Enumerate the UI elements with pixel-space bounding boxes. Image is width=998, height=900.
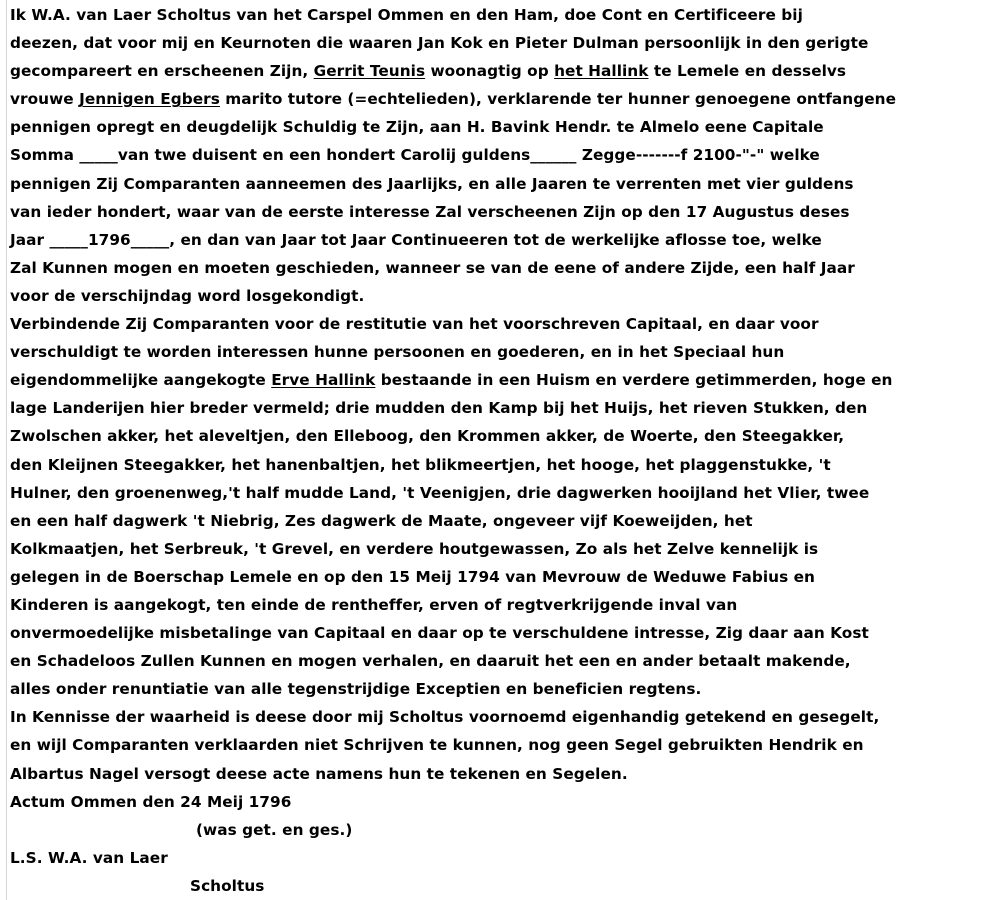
line-text: Zal Kunnen mogen en moeten geschieden, wanneer se van de eene of andere Zijde, een half Jaar [10,258,855,277]
document-line [10,844,994,872]
document-line [10,647,994,675]
line-text: eigendommelijke aangekogte [10,371,272,390]
line-text: Scholtus [190,876,265,895]
underlined-name: Gerrit Teunis [313,62,426,81]
line-text: Verbindende Zij Comparanten voor de restitutie van het voorschreven Capitaal, en daar voor [10,315,819,334]
line-text: Hulner, den groenenweg,'t half mudde Land, 't Veenigjen, drie dagwerken hooijland het Vlier, twee [10,483,870,502]
line-text: Somma _____van twe duisent en een hondert Carolij guldens______ Zegge-------f 2100-"-" welke [10,146,820,165]
document-line [10,394,994,422]
document-line [10,619,994,647]
line-text: deezen, dat voor mij en Keurnoten die waaren Jan Kok en Pieter Dulman persoonlijk in den gerigte [10,34,869,53]
line-text: pennigen Zij Comparanten aanneemen des Jaarlijks, en alle Jaaren te verrenten met vier guldens [10,174,854,193]
document-line [10,366,994,394]
underlined-name: Erve Hallink [271,371,376,390]
line-text: marito tutore (=echtelieden), verklarende ter hunner genoegene ontfangene [219,90,897,109]
document-line [10,731,994,759]
line-text: alles onder renuntiatie van alle tegenstrijdige Exceptien en beneficien regtens. [10,680,702,699]
line-text: Kolkmaatjen, het Serbreuk, 't Grevel, en verdere houtgewassen, Zo als het Zelve kennelijk is [10,539,819,558]
document-line [10,703,994,731]
line-text: verschuldigt te worden interessen hunne persoonen en goederen, en in het Speciaal hun [10,343,785,362]
line-text: van ieder hondert, waar van de eerste interesse Zal verscheenen Zijn op den 17 Augustus deses [10,202,850,221]
underlined-name: Jennigen Egbers [79,90,220,109]
line-text: bestaande in een Huism en verdere getimmerden, hoge en [375,371,893,390]
line-text: pennigen opregt en deugdelijk Schuldig te Zijn, aan H. Bavink Hendr. te Almelo eene Capitale [10,118,824,137]
document-line [10,872,994,900]
document-line [10,816,994,844]
document-line [10,198,994,226]
document-line [10,338,994,366]
line-text: (was get. en ges.) [196,820,353,839]
line-text: Actum Ommen den 24 Meij 1796 [10,792,292,811]
line-text: woonagtig op [425,62,555,81]
line-text: Kinderen is aangekogt, ten einde de rentheffer, erven of regtverkrijgende inval van [10,595,738,614]
line-text: voor de verschijndag word losgekondigt. [10,286,365,305]
document-line [10,788,994,816]
document-line [10,170,994,198]
document-line [10,226,994,254]
line-text: en een half dagwerk 't Niebrig, Zes dagwerk de Maate, ongeveer vijf Koeweijden, het [10,511,753,530]
document-line [10,141,994,169]
document-line [10,451,994,479]
document-line [10,57,994,85]
document-line [10,29,994,57]
left-margin-rule [6,0,7,900]
document-line [10,422,994,450]
line-text: lage Landerijen hier breder vermeld; drie mudden den Kamp bij het Huijs, het rieven Stukken, den [10,399,868,418]
line-text: en Schadeloos Zullen Kunnen en mogen verhalen, en daaruit het een en ander betaalt makende, [10,652,851,671]
document-line [10,479,994,507]
line-text: Jaar _____1796_____, en dan van Jaar tot Jaar Continueeren tot de werkelijke aflosse toe, welke [10,230,822,249]
document-line [10,760,994,788]
document-line [10,507,994,535]
document-line [10,591,994,619]
line-text: vrouwe [10,90,80,109]
document-line [10,1,994,29]
line-text: en wijl Comparanten verklaarden niet Schrijven te kunnen, nog geen Segel gebruikten Hendrik en [10,736,864,755]
line-text: onvermoedelijke misbetalinge van Capitaal en daar op te verschuldene intresse, Zig daar aan Kost [10,624,869,643]
document-line [10,535,994,563]
line-text: L.S. W.A. van Laer [10,848,168,867]
line-text: te Lemele en desselvs [648,62,847,81]
line-text: In Kennisse der waarheid is deese door mij Scholtus voornoemd eigenhandig getekend en gesegelt, [10,708,880,727]
line-text: Albartus Nagel versogt deese acte namens hun te tekenen en Segelen. [10,764,628,783]
document-line [10,113,994,141]
line-text: Zwolschen akker, het aleveltjen, den Elleboog, den Krommen akker, de Woerte, den Steegakker, [10,427,845,446]
document-body [10,1,994,900]
line-text: den Kleijnen Steegakker, het hanenbaltjen, het blikmeertjen, het hooge, het plaggenstukke, 't [10,455,831,474]
underlined-name: het Hallink [554,62,649,81]
document-line [10,675,994,703]
line-text: gelegen in de Boerschap Lemele en op den 15 Meij 1794 van Mevrouw de Weduwe Fabius en [10,567,815,586]
document-line [10,310,994,338]
document-line [10,85,994,113]
line-text: gecompareert en erscheenen Zijn, [10,62,314,81]
document-line [10,563,994,591]
document-line [10,282,994,310]
document-line [10,254,994,282]
line-text: Ik W.A. van Laer Scholtus van het Carspel Ommen en den Ham, doe Cont en Certificeere bij [10,6,803,24]
